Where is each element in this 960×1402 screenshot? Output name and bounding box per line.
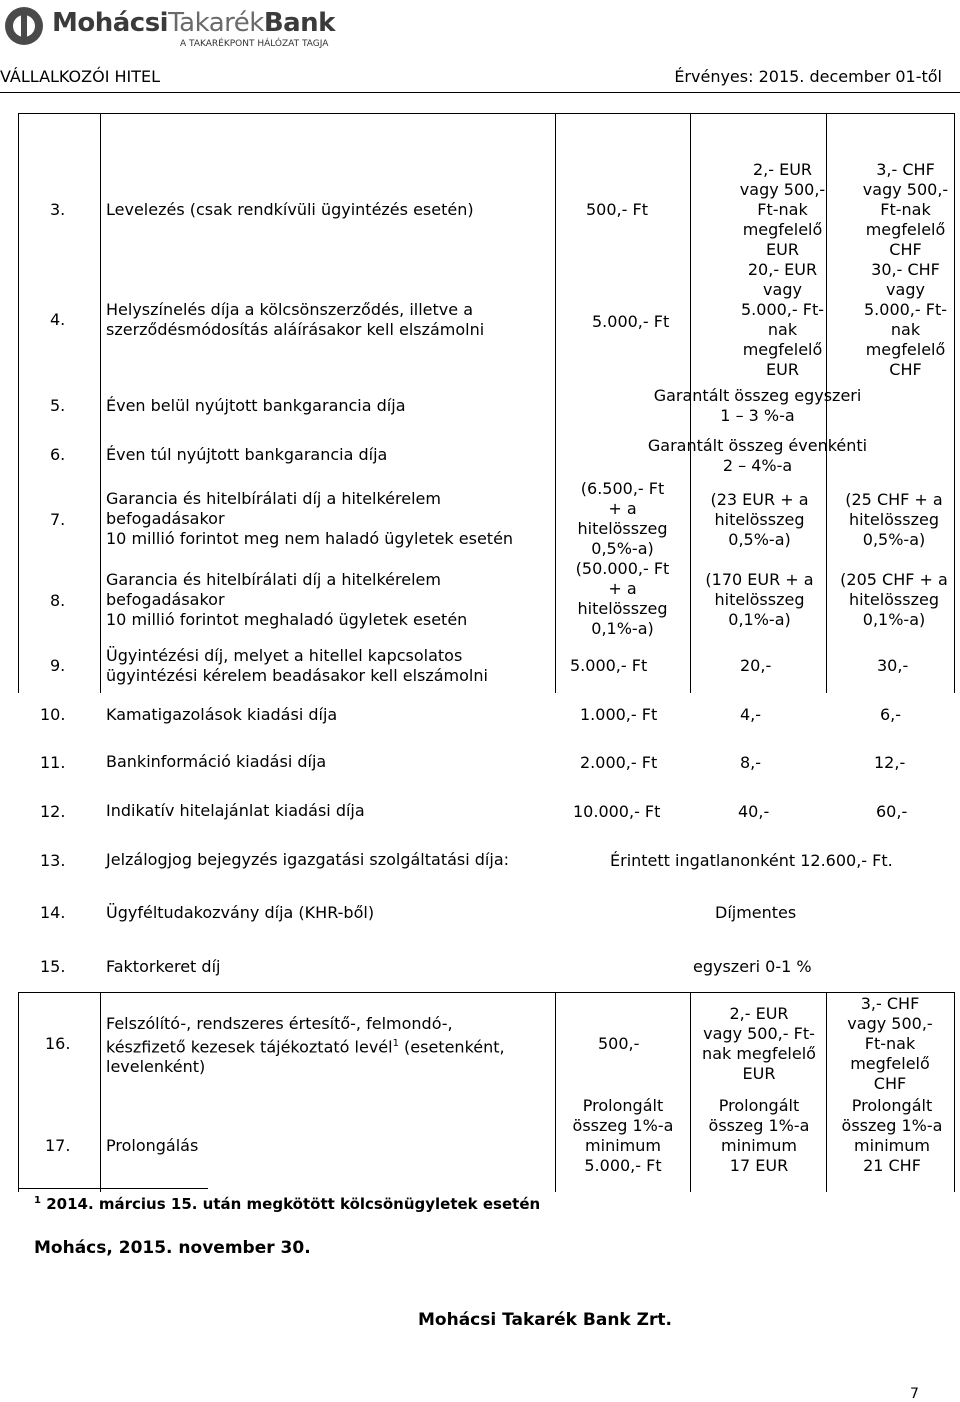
fee-chf: Prolongált összeg 1%-a minimum 21 CHF (841, 1096, 943, 1175)
fee-eur: 2,- EUR vagy 500,- Ft-nak megfelelő EUR (739, 160, 826, 259)
table-line (18, 113, 955, 114)
fee-chf: 12,- (874, 753, 906, 772)
brand-name: MohácsiTakarékBank (52, 8, 335, 38)
fee-chf: (25 CHF + a hitelösszeg 0,5%-a) (845, 490, 943, 549)
fee-huf: (6.500,- Ft + a hitelösszeg 0,5%-a) (577, 479, 668, 558)
brand-tagline: A TAKARÉKPONT HÁLÓZAT TAGJA (180, 39, 329, 49)
row-number: 12. (40, 802, 66, 821)
fee-huf: Prolongált összeg 1%-a minimum 5.000,- Ft (572, 1096, 674, 1175)
validity-date: Érvényes: 2015. december 01-től (674, 67, 942, 86)
row-number: 6. (50, 445, 66, 464)
row-number: 10. (40, 705, 66, 724)
fee-description: Jelzálogjog bejegyzés igazgatási szolgáltatási díja: (106, 850, 510, 869)
fee-huf: 5.000,- Ft (570, 656, 648, 675)
row-number: 17. (45, 1136, 71, 1155)
row-number: 11. (40, 753, 66, 772)
fee-chf: 30,- CHF vagy 5.000,- Ft- nak megfelelő CHF (864, 260, 947, 379)
table-line (100, 113, 101, 693)
fee-chf: 3,- CHF vagy 500,- Ft-nak megfelelő CHF (847, 994, 933, 1093)
fee-eur: 20,- (740, 656, 772, 675)
place-date: Mohács, 2015. november 30. (34, 1238, 311, 1258)
table-line (100, 992, 101, 1192)
fee-description: Garancia és hitelbírálati díj a hitelkérelem befogadásakor 10 millió forintot meg nem haladó ügyletek esetén (106, 489, 514, 548)
fee-huf: 500,- Ft (586, 200, 648, 219)
row-number: 5. (50, 396, 66, 415)
row-number: 9. (50, 656, 66, 675)
fee-eur: 4,- (740, 705, 762, 724)
footnote: $^1$ 2014. március 15. után megkötött kölcsönügyletek esetén (34, 1195, 541, 1213)
bank-logo-icon (4, 6, 44, 46)
fee-value: Érintett ingatlanonként 12.600,- Ft. (610, 851, 893, 870)
fee-huf: (50.000,- Ft + a hitelösszeg 0,1%-a) (575, 559, 670, 638)
fee-chf: 6,- (880, 705, 902, 724)
fee-description: Éven túl nyújtott bankgarancia díja (106, 445, 388, 464)
fee-huf: 2.000,- Ft (580, 753, 658, 772)
fee-guarantee: Garantált összeg évenkénti 2 – 4%-a (647, 436, 868, 475)
fee-description: Garancia és hitelbírálati díj a hitelkérelem befogadásakor 10 millió forintot meghaladó ügyletek esetén (106, 570, 468, 629)
fee-chf: 3,- CHF vagy 500,- Ft-nak megfelelő CHF (862, 160, 949, 259)
signature: Mohácsi Takarék Bank Zrt. (418, 1310, 672, 1330)
table-line (690, 992, 691, 1192)
table-line (18, 992, 955, 993)
fee-chf: 30,- (877, 656, 909, 675)
row-number: 3. (50, 200, 66, 219)
fee-description: Kamatigazolások kiadási díja (106, 705, 338, 724)
table-line (826, 992, 827, 1192)
footnote-rule (18, 1188, 208, 1189)
fee-description: Ügyintézési díj, melyet a hitellel kapcsolatos ügyintézési kérelem beadásakor kell elszámolni (106, 646, 488, 685)
row-number: 8. (50, 591, 66, 610)
fee-value: Díjmentes (715, 903, 797, 922)
fee-eur: 8,- (740, 753, 762, 772)
document-category: VÁLLALKOZÓI HITEL (0, 67, 161, 86)
fee-eur: Prolongált összeg 1%-a minimum 17 EUR (708, 1096, 810, 1175)
fee-eur: 2,- EUR vagy 500,- Ft- nak megfelelő EUR (702, 1004, 816, 1083)
fee-eur: (170 EUR + a hitelösszeg 0,1%-a) (705, 570, 814, 629)
fee-description: Ügyféltudakozvány díja (KHR-ből) (106, 903, 375, 922)
fee-description: Felszólító-, rendszeres értesítő-, felmondó-, készfizető kezesek tájékoztató levél$^1$ (esetenként, levelenként) (106, 1014, 505, 1077)
fee-eur: 40,- (738, 802, 770, 821)
fee-description: Helyszínelés díja a kölcsönszerződés, illetve a szerződésmódosítás aláírásakor kell elszámolni (106, 300, 485, 339)
fee-chf: 60,- (876, 802, 908, 821)
table-line (18, 992, 19, 1192)
table-line (18, 113, 19, 693)
row-number: 4. (50, 310, 66, 329)
fee-eur: (23 EUR + a hitelösszeg 0,5%-a) (710, 490, 809, 549)
fee-chf: (205 CHF + a hitelösszeg 0,1%-a) (840, 570, 948, 629)
row-number: 15. (40, 957, 66, 976)
fee-guarantee: Garantált összeg egyszeri 1 – 3 %-a (653, 386, 862, 425)
row-number: 14. (40, 903, 66, 922)
fee-description: Bankinformáció kiadási díja (106, 752, 327, 771)
fee-description: Prolongálás (106, 1136, 199, 1155)
fee-huf: 5.000,- Ft (592, 312, 670, 331)
fee-description: Indikatív hitelajánlat kiadási díja (106, 801, 365, 820)
table-line (954, 992, 955, 1192)
fee-huf: 1.000,- Ft (580, 705, 658, 724)
fee-description: Éven belül nyújtott bankgarancia díja (106, 396, 406, 415)
page-number: 7 (910, 1386, 919, 1402)
row-number: 13. (40, 851, 66, 870)
fee-huf: 500,- (598, 1034, 640, 1053)
table-line (555, 992, 556, 1192)
fee-description: Faktorkeret díj (106, 957, 221, 976)
table-line (555, 113, 556, 693)
row-number: 7. (50, 510, 66, 529)
fee-huf: 10.000,- Ft (573, 802, 661, 821)
bank-logo (4, 4, 335, 50)
row-number: 16. (45, 1034, 71, 1053)
header-rule (0, 92, 960, 93)
fee-description: Levelezés (csak rendkívüli ügyintézés esetén) (106, 200, 474, 219)
fee-value: egyszeri 0-1 % (693, 957, 812, 976)
fee-eur: 20,- EUR vagy 5.000,- Ft- nak megfelelő EUR (741, 260, 824, 379)
